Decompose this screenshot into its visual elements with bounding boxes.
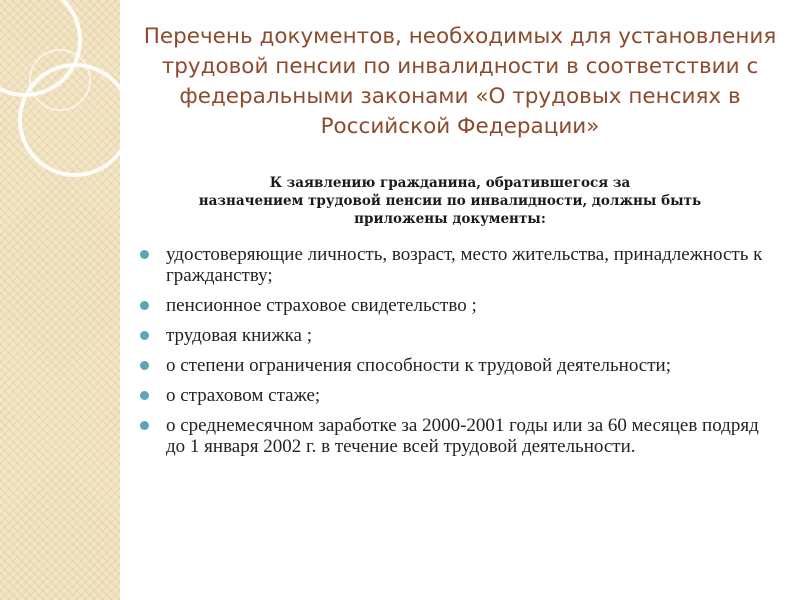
bullet-icon <box>140 391 149 400</box>
intro-line-1: К заявлению гражданина, обратившегося за <box>269 175 631 191</box>
decorative-circles <box>0 0 130 260</box>
slide-title: Перечень документов, необходимых для установления трудовой пенсии по инвалидности в соответствии с федеральными законами «О трудовых пенсиях в Российской Федерации» <box>143 24 777 139</box>
bullet-icon <box>140 301 149 310</box>
list-item <box>138 295 768 316</box>
list-item-text: о степени ограничения способности к трудовой деятельности; <box>166 355 671 376</box>
bullet-icon <box>140 421 149 430</box>
list-item-text: пенсионное страховое свидетельство ; <box>166 295 477 316</box>
bullet-icon <box>140 361 149 370</box>
list-item <box>138 385 768 406</box>
intro-line-2: назначением трудовой пенсии по инвалидности, должны быть приложены документы: <box>198 193 702 227</box>
intro-text <box>150 174 750 228</box>
list-item <box>138 415 768 457</box>
list-item-text: удостоверяющие личность, возраст, место жительства, принадлежность к гражданству; <box>166 244 763 286</box>
list-item-text: о страховом стаже; <box>166 385 321 406</box>
list-item-text: трудовая книжка ; <box>166 325 312 346</box>
bullet-icon <box>140 250 149 259</box>
list-item-text: о среднемесячном заработке за 2000-2001 годы или за 60 месяцев подряд до 1 января 2002 г. в течение всей трудовой деятельности. <box>166 415 759 457</box>
list-item <box>138 325 768 346</box>
list-item <box>138 355 768 376</box>
bullet-icon <box>140 331 149 340</box>
document-list <box>138 244 768 466</box>
list-item <box>138 244 768 286</box>
